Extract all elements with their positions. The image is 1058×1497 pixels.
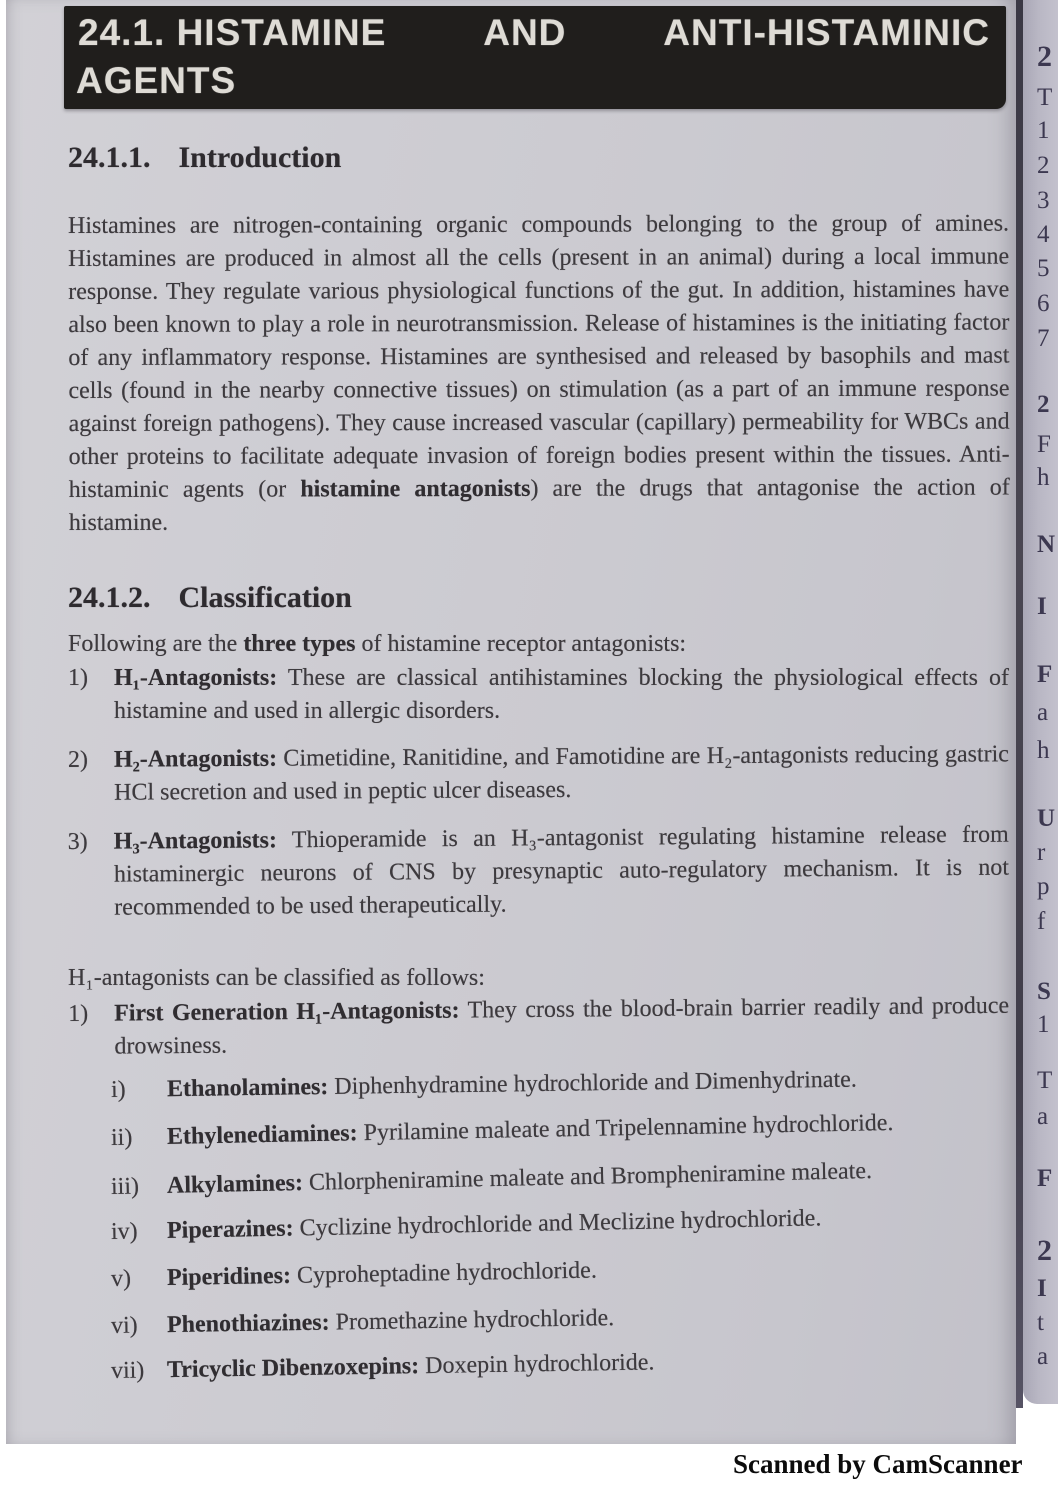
list-item-h3-antagonists (68, 819, 1010, 925)
list-item-first-generation (68, 990, 1010, 1064)
sublist-item-text: Cyclizine hydrochloride and Meclizine hydrochloride. (293, 1205, 822, 1242)
intro-paragraph (68, 208, 1010, 540)
sublist-item-number: i) (110, 1076, 126, 1103)
list-item-lead: H₂-Antagonists: (113, 745, 278, 773)
sublist-item-text: Diphenhydramine hydrochloride and Dimenhydrinate. (328, 1066, 857, 1100)
edge-char: F (1037, 1165, 1053, 1192)
chapter-banner (64, 6, 1006, 109)
edge-char: a (1037, 699, 1049, 726)
edge-char: 6 (1037, 290, 1050, 317)
list-item-lead: H₁-Antagonists: (114, 665, 278, 691)
sublist-item-number: iv) (110, 1218, 138, 1245)
edge-char: 2 (1037, 1234, 1052, 1267)
classification-lead-bold: three types (243, 631, 356, 657)
sublist-item-body (167, 1061, 1011, 1106)
list-item-number: 3) (67, 828, 88, 856)
sublist-item-number: vii) (110, 1357, 145, 1384)
sublist-item-piperazines (111, 1199, 1011, 1249)
edge-char: h (1037, 464, 1050, 491)
sublist-item-lead: Piperidines: (166, 1262, 292, 1292)
edge-char: U (1037, 805, 1056, 832)
classification-heading-title: Classification (178, 581, 352, 614)
edge-char: a (1037, 1103, 1049, 1130)
sublist-item-piperidines (111, 1247, 1011, 1296)
intro-heading-number: 24.1.1. (68, 141, 151, 174)
edge-char: 2 (1037, 40, 1052, 73)
sublist-item-body (167, 1341, 1011, 1387)
sublist-item-body (167, 1247, 1011, 1295)
first-generation-item (68, 990, 1010, 1064)
sublist-item-body (167, 1199, 1011, 1248)
list-item-body (114, 662, 1009, 728)
edge-char: a (1037, 1343, 1049, 1370)
sublist-item-body (167, 1105, 1011, 1154)
edge-char: F (1037, 661, 1053, 688)
list-item-h1-antagonists (68, 662, 1009, 728)
banner-line1-part1: 24.1. HISTAMINE (78, 12, 387, 53)
sublist-item-body (167, 1296, 1011, 1342)
sublist-item-text: Pyrilamine maleate and Tripelennamine hydrochloride. (357, 1109, 894, 1147)
edge-char: 5 (1037, 255, 1050, 282)
sublist-item-text: Doxepin hydrochloride. (418, 1349, 655, 1380)
sublist-item-alkylamines (111, 1152, 1011, 1204)
classification-heading-number: 24.1.2. (68, 581, 151, 614)
book-gutter-shadow (1016, 0, 1023, 1408)
antagonist-list (68, 662, 1009, 941)
banner-line1-part2: AND (483, 12, 567, 53)
edge-char: 2 (1037, 391, 1050, 418)
edge-char: T (1037, 1067, 1053, 1094)
edge-char: h (1037, 737, 1050, 764)
list-item-number: 1) (68, 1000, 89, 1027)
edge-char: f (1037, 908, 1046, 935)
sublist-item-lead: Tricyclic Dibenzoxepins: (166, 1353, 420, 1384)
edge-char: r (1037, 839, 1046, 866)
list-item-lead: H₃-Antagonists: (113, 827, 278, 855)
sublist-item-number: v) (110, 1265, 132, 1292)
edge-char: I (1037, 1275, 1047, 1302)
list-item-text: Thioperamide is an H₃-antagonist regulating histamine release from histaminergic neurons of CNS by presynaptic auto-regulatory mechanism. It is not recommended to be used therapeutically. (113, 821, 1010, 921)
intro-heading (68, 141, 341, 175)
classification-heading (68, 581, 352, 615)
classification-lead-before: Following are the (68, 631, 244, 657)
edge-char: 7 (1037, 325, 1050, 352)
list-item-number: 1) (68, 665, 88, 691)
banner-line1 (64, 6, 1006, 54)
h1-classification-intro: H₁-antagonists can be classified as follows: (68, 965, 485, 991)
classification-lead-after: of histamine receptor antagonists: (355, 631, 687, 657)
intro-heading-title: Introduction (178, 141, 342, 174)
banner-line1-part3: ANTI-HISTAMINIC (663, 12, 990, 53)
sublist-item-ethylenediamines (111, 1105, 1011, 1155)
list-item-body (114, 990, 1010, 1064)
camscanner-watermark: Scanned by CamScanner (733, 1449, 1023, 1479)
list-item-h2-antagonists (68, 738, 1009, 810)
list-item-body (114, 738, 1009, 809)
edge-char: N (1037, 531, 1056, 558)
edge-char: 4 (1037, 221, 1050, 248)
first-generation-sublist (110, 1066, 1011, 1388)
classification-lead (68, 628, 686, 661)
sublist-item-lead: Alkylamines: (166, 1169, 304, 1199)
sublist-item-body (167, 1152, 1012, 1203)
edge-char: 1 (1037, 1011, 1050, 1038)
edge-char: 2 (1037, 152, 1050, 179)
edge-char: 1 (1037, 117, 1050, 144)
sublist-item-lead: Ethylenediamines: (166, 1120, 358, 1150)
sublist-item-lead: Phenothiazines: (166, 1309, 330, 1339)
book-page (6, 0, 1016, 1444)
list-item-text: They cross the blood-brain barrier readily and produce drowsiness. (114, 992, 1010, 1060)
edge-char: T (1037, 84, 1053, 111)
list-item-body (114, 819, 1010, 925)
list-item-text: Cimetidine, Ranitidine, and Famotidine are H₂-antagonists reducing gastric HCl secretion and used in peptic ulcer diseases. (114, 741, 1009, 806)
intro-text-after: ) are the drugs that antagonise the action of histamine. (68, 474, 1010, 536)
sublist-item-text: Cyproheptadine hydrochloride. (290, 1257, 598, 1289)
list-item-number: 2) (67, 746, 88, 774)
sublist-item-text: Chlorpheniramine maleate and Brompheniramine maleate. (302, 1158, 873, 1196)
sublist-item-number: iii) (110, 1173, 140, 1200)
edge-char: S (1037, 978, 1051, 1005)
list-item-lead: First Generation H₁-Antagonists: (114, 997, 460, 1027)
sublist-item-number: ii) (110, 1124, 133, 1151)
list-item-text: These are classical antihistamines blocking the physiological effects of histamine and used in allergic disorders. (114, 665, 1009, 724)
sublist-item-ethanolamines (111, 1061, 1011, 1107)
edge-char: t (1037, 1309, 1044, 1336)
sublist-item-tricyclic-dibenzoxepins (111, 1341, 1011, 1388)
sublist-item-phenothiazines (111, 1296, 1011, 1343)
intro-text-before: Histamines are nitrogen-containing organic compounds belonging to the group of amines. Histamines are produced in almost all the cells (present in an animal) during a local immune response. They regulate various physiological functions of the gut. In addition, histamines have also been known to play a role in neurotransmission. Release of histamines is the initiating factor of any inflammatory response. Histamines are synthesised and released by basophils and mast cells (found in the nearby connective tissues) on stimulation (as a part of an immune response against foreign pathogens). They cause increased vascular (capillary) permeability for WBCs and other proteins to facilitate adequate invasion of foreign bodies present within the tissues. Anti-histaminic agents (or (68, 210, 1010, 503)
edge-char: I (1037, 593, 1047, 620)
facing-page-sliver (1023, 0, 1058, 1404)
edge-char: F (1037, 431, 1051, 458)
intro-text-bold: histamine antagonists (300, 475, 531, 503)
edge-char: 3 (1037, 187, 1050, 214)
banner-line2: AGENTS (76, 60, 237, 101)
edge-char: p (1037, 873, 1050, 900)
sublist-item-lead: Ethanolamines: (166, 1073, 329, 1103)
sublist-item-text: Promethazine hydrochloride. (329, 1305, 615, 1336)
sublist-item-number: vi) (110, 1312, 138, 1339)
sublist-item-lead: Piperazines: (166, 1215, 294, 1244)
